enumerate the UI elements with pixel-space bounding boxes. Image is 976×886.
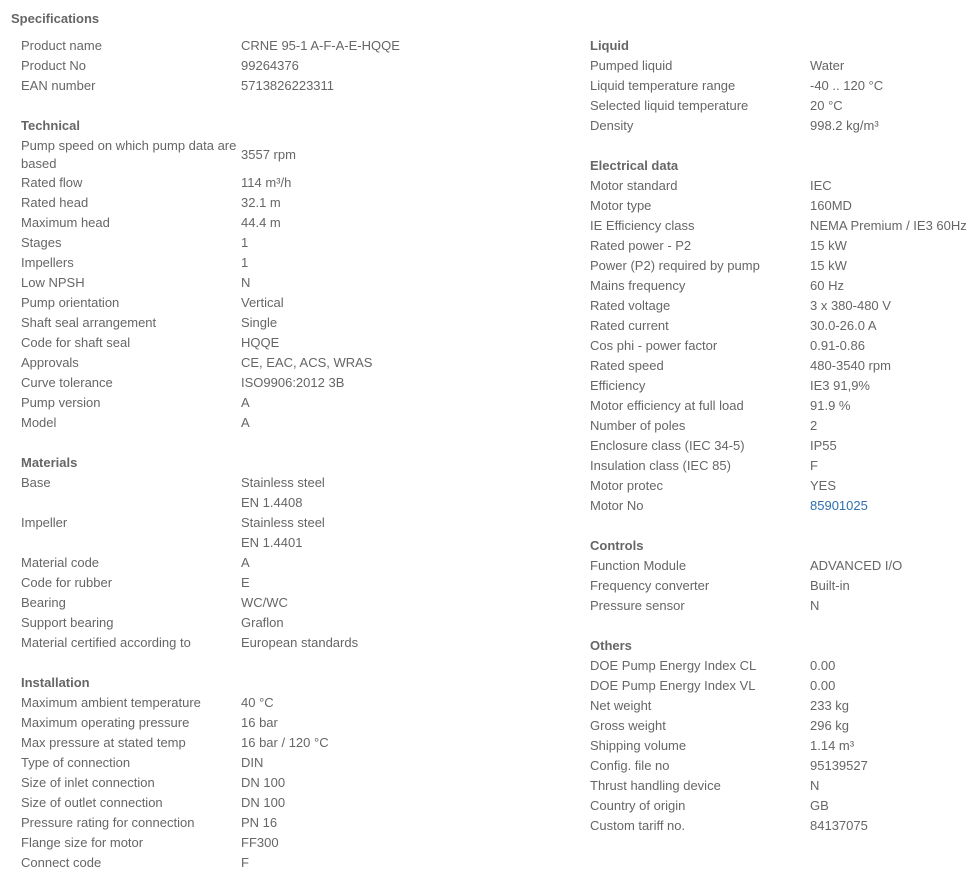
spec-value: E [241, 575, 250, 590]
spec-value: 5713826223311 [241, 78, 335, 93]
spec-label: Code for shaft seal [21, 335, 131, 350]
spec-value: 91.9 % [810, 398, 851, 413]
section-materials [21, 453, 561, 653]
spec-label: Impeller [21, 515, 68, 530]
spec-value: 16 bar [241, 715, 278, 730]
spec-value: PN 16 [241, 815, 278, 830]
spec-value: 40 °C [241, 695, 274, 710]
spec-value: 480-3540 rpm [810, 358, 891, 373]
spec-label: Motor type [590, 198, 652, 213]
spec-row-mains-frequency [590, 276, 976, 296]
spec-value: 84137075 [810, 818, 868, 833]
spec-value: European standards [241, 635, 359, 650]
section-controls [590, 536, 976, 616]
spec-row-pump-version [21, 393, 561, 413]
spec-label: Custom tariff no. [590, 818, 686, 833]
spec-row-rated-speed [590, 356, 976, 376]
spec-row-efficiency [590, 376, 976, 396]
spec-value: -40 .. 120 °C [810, 78, 884, 93]
left-column [21, 36, 561, 873]
section-others [590, 636, 976, 836]
spec-value: 114 m³/h [241, 175, 292, 190]
section-title: Electrical data [590, 158, 679, 173]
spec-row-impellers [21, 253, 561, 273]
spec-value: HQQE [241, 335, 280, 350]
spec-row-flange-size-for-motor [21, 833, 561, 853]
spec-label: Liquid temperature range [590, 78, 736, 93]
spec-label: Material certified according to [21, 635, 191, 650]
spec-label: Rated power - P2 [590, 238, 692, 253]
spec-row-model [21, 413, 561, 433]
spec-value: 95139527 [810, 758, 868, 773]
spec-label: Base [21, 475, 51, 490]
spec-value: Built-in [810, 578, 850, 593]
spec-row-ie-efficiency-class [590, 216, 976, 236]
spec-label: Function Module [590, 558, 687, 573]
right-column [590, 36, 976, 836]
spec-row-thrust-handling-device [590, 776, 976, 796]
spec-value: 2 [810, 418, 818, 433]
section-liquid [590, 36, 976, 136]
spec-row-insulation-class-iec-85 [590, 456, 976, 476]
spec-value: 44.4 m [241, 215, 281, 230]
spec-label: Power (P2) required by pump [590, 258, 760, 273]
spec-value: EN 1.4401 [241, 535, 303, 550]
spec-value: 16 bar / 120 °C [241, 735, 329, 750]
spec-label: Connect code [21, 855, 102, 870]
section-electrical-data [590, 156, 976, 516]
spec-row-pump-speed-on-which-pump-data-are-based [21, 136, 561, 173]
spec-label: Approvals [21, 355, 79, 370]
spec-label: Code for rubber [21, 575, 113, 590]
spec-label: Support bearing [21, 615, 114, 630]
spec-row-maximum-operating-pressure [21, 713, 561, 733]
spec-row-net-weight [590, 696, 976, 716]
spec-label: Rated current [590, 318, 669, 333]
spec-row-rated-flow [21, 173, 561, 193]
spec-row-density [590, 116, 976, 136]
spec-value: DN 100 [241, 795, 286, 810]
spec-row-max-pressure-at-stated-temp [21, 733, 561, 753]
spec-row-bearing [21, 593, 561, 613]
spec-label: Rated speed [590, 358, 664, 373]
spec-row-function-module [590, 556, 976, 576]
spec-row-size-of-outlet-connection [21, 793, 561, 813]
spec-value: IEC [810, 178, 832, 193]
spec-row-rated-voltage [590, 296, 976, 316]
spec-value: 60 Hz [810, 278, 844, 293]
spec-value: 998.2 kg/m³ [810, 118, 879, 133]
spec-label: Density [590, 118, 634, 133]
spec-row-connect-code [21, 853, 561, 873]
spec-label: EAN number [21, 78, 96, 93]
spec-value: 296 kg [810, 718, 850, 733]
spec-value: ADVANCED I/O [810, 558, 903, 573]
spec-row-number-of-poles [590, 416, 976, 436]
spec-label: Pumped liquid [590, 58, 673, 73]
spec-label: Impellers [21, 255, 74, 270]
spec-value: N [810, 778, 820, 793]
spec-label: Curve tolerance [21, 375, 113, 390]
spec-label: Efficiency [590, 378, 646, 393]
spec-row-motor-protec [590, 476, 976, 496]
spec-label: DOE Pump Energy Index VL [590, 678, 756, 693]
spec-value-link[interactable]: 85901025 [810, 498, 868, 513]
section-title: Liquid [590, 38, 629, 53]
spec-value: YES [810, 478, 837, 493]
spec-value: Vertical [241, 295, 284, 310]
spec-label [21, 493, 241, 513]
spec-label: Stages [21, 235, 62, 250]
spec-row-maximum-head [21, 213, 561, 233]
spec-row-low-npsh [21, 273, 561, 293]
spec-row-maximum-ambient-temperature [21, 693, 561, 713]
spec-label: Pressure sensor [590, 598, 685, 613]
spec-value: 0.00 [810, 678, 836, 693]
spec-label: Enclosure class (IEC 34-5) [590, 438, 745, 453]
section-title: Installation [21, 675, 90, 690]
spec-row-enclosure-class-iec-34-5 [590, 436, 976, 456]
spec-label: Number of poles [590, 418, 686, 433]
spec-row-material-code [21, 553, 561, 573]
spec-label: Motor efficiency at full load [590, 398, 744, 413]
spec-label [21, 533, 241, 553]
spec-row-doe-pump-energy-index-cl [590, 656, 976, 676]
spec-row-power-p2-required-by-pump [590, 256, 976, 276]
spec-row-country-of-origin [590, 796, 976, 816]
spec-value: 30.0-26.0 A [810, 318, 877, 333]
spec-value: N [810, 598, 820, 613]
spec-row-motor-standard [590, 176, 976, 196]
spec-value: WC/WC [241, 595, 288, 610]
spec-value: CRNE 95-1 A-F-A-E-HQQE [241, 38, 400, 53]
spec-value: 20 °C [810, 98, 843, 113]
spec-label: Country of origin [590, 798, 686, 813]
spec-value: 1 [241, 235, 249, 250]
spec-label: Selected liquid temperature [590, 98, 749, 113]
spec-row-product-no [21, 56, 561, 76]
spec-value: 3 x 380-480 V [810, 298, 891, 313]
spec-row-frequency-converter [590, 576, 976, 596]
spec-value: 15 kW [810, 238, 847, 253]
spec-value: 1.14 m³ [810, 738, 855, 753]
spec-value: 99264376 [241, 58, 299, 73]
spec-label: Pressure rating for connection [21, 815, 195, 830]
spec-label: Insulation class (IEC 85) [590, 458, 731, 473]
spec-value: Water [810, 58, 845, 73]
spec-label: Maximum operating pressure [21, 715, 190, 730]
spec-row-code-for-rubber [21, 573, 561, 593]
spec-label: Product No [21, 58, 87, 73]
spec-value: ISO9906:2012 3B [241, 375, 345, 390]
section-general [21, 36, 561, 96]
spec-value: Single [241, 315, 278, 330]
spec-value: IP55 [810, 438, 837, 453]
spec-label: Product name [21, 38, 102, 53]
spec-value: A [241, 555, 250, 570]
spec-row-material-certified-according-to [21, 633, 561, 653]
spec-label: Frequency converter [590, 578, 710, 593]
spec-value: F [241, 855, 249, 870]
spec-row-custom-tariff-no [590, 816, 976, 836]
spec-row-motor-no [590, 496, 976, 516]
spec-row-config-file-no [590, 756, 976, 776]
spec-row-type-of-connection [21, 753, 561, 773]
spec-label: Motor protec [590, 478, 663, 493]
spec-row-motor-type [590, 196, 976, 216]
spec-label: Model [21, 415, 57, 430]
spec-value: N [241, 275, 251, 290]
spec-value: GB [810, 798, 829, 813]
spec-label: Maximum head [21, 215, 110, 230]
spec-label: Motor standard [590, 178, 678, 193]
spec-row-shipping-volume [590, 736, 976, 756]
spec-label: Rated flow [21, 175, 83, 190]
spec-value: NEMA Premium / IE3 60Hz [810, 218, 967, 233]
spec-value: 15 kW [810, 258, 847, 273]
spec-label: Shipping volume [590, 738, 687, 753]
spec-label: Material code [21, 555, 100, 570]
spec-value: CE, EAC, ACS, WRAS [241, 355, 373, 370]
spec-label: Maximum ambient temperature [21, 695, 201, 710]
section-title: Materials [21, 455, 78, 470]
spec-value: EN 1.4408 [241, 495, 303, 510]
spec-label: Pump speed on which pump data are based [21, 138, 237, 171]
spec-label: Mains frequency [590, 278, 686, 293]
spec-row-doe-pump-energy-index-vl [590, 676, 976, 696]
spec-row-continuation [21, 493, 561, 513]
spec-row-stages [21, 233, 561, 253]
spec-value: 3557 rpm [241, 146, 296, 162]
spec-row-code-for-shaft-seal [21, 333, 561, 353]
spec-value: Graflon [241, 615, 284, 630]
section-technical [21, 116, 561, 433]
spec-value: 0.91-0.86 [810, 338, 865, 353]
spec-label: Thrust handling device [590, 778, 721, 793]
spec-value: 1 [241, 255, 249, 270]
spec-row-curve-tolerance [21, 373, 561, 393]
spec-row-pressure-rating-for-connection [21, 813, 561, 833]
spec-label: Max pressure at stated temp [21, 735, 186, 750]
spec-label: Size of inlet connection [21, 775, 155, 790]
spec-value: DN 100 [241, 775, 286, 790]
spec-row-gross-weight [590, 716, 976, 736]
spec-row-rated-power-p2 [590, 236, 976, 256]
spec-row-rated-current [590, 316, 976, 336]
spec-value: IE3 91,9% [810, 378, 870, 393]
spec-value: A [241, 395, 250, 410]
spec-row-shaft-seal-arrangement [21, 313, 561, 333]
spec-label: Flange size for motor [21, 835, 144, 850]
page-title: Specifications [11, 11, 100, 26]
spec-value: A [241, 415, 250, 430]
spec-label: Type of connection [21, 755, 131, 770]
spec-row-size-of-inlet-connection [21, 773, 561, 793]
spec-value: 160MD [810, 198, 852, 213]
spec-label: Bearing [21, 595, 66, 610]
spec-row-pressure-sensor [590, 596, 976, 616]
spec-label: Gross weight [590, 718, 666, 733]
spec-row-liquid-temperature-range [590, 76, 976, 96]
spec-row-product-name [21, 36, 561, 56]
section-title: Technical [21, 118, 81, 133]
spec-row-selected-liquid-temperature [590, 96, 976, 116]
spec-label: Pump orientation [21, 295, 120, 310]
spec-row-support-bearing [21, 613, 561, 633]
spec-row-ean-number [21, 76, 561, 96]
spec-label: IE Efficiency class [590, 218, 695, 233]
section-title: Others [590, 638, 632, 653]
spec-row-pump-orientation [21, 293, 561, 313]
spec-value: F [810, 458, 818, 473]
spec-value: Stainless steel [241, 515, 325, 530]
spec-label: DOE Pump Energy Index CL [590, 658, 757, 673]
section-title: Controls [590, 538, 644, 553]
spec-label: Motor No [590, 498, 644, 513]
spec-row-cos-phi-power-factor [590, 336, 976, 356]
section-installation [21, 673, 561, 873]
spec-row-approvals [21, 353, 561, 373]
spec-label: Net weight [590, 698, 652, 713]
spec-row-base [21, 473, 561, 493]
spec-label: Rated head [21, 195, 89, 210]
spec-row-continuation [21, 533, 561, 553]
spec-value: 0.00 [810, 658, 836, 673]
spec-value: 233 kg [810, 698, 850, 713]
spec-label: Pump version [21, 395, 101, 410]
spec-row-motor-efficiency-at-full-load [590, 396, 976, 416]
spec-label: Low NPSH [21, 275, 85, 290]
spec-label: Cos phi - power factor [590, 338, 718, 353]
spec-label: Shaft seal arrangement [21, 315, 157, 330]
spec-label: Config. file no [590, 758, 670, 773]
spec-label: Size of outlet connection [21, 795, 163, 810]
spec-row-pumped-liquid [590, 56, 976, 76]
spec-value: Stainless steel [241, 475, 325, 490]
spec-value: DIN [241, 755, 264, 770]
spec-value: 32.1 m [241, 195, 281, 210]
spec-row-impeller [21, 513, 561, 533]
spec-value: FF300 [241, 835, 279, 850]
spec-label: Rated voltage [590, 298, 671, 313]
spec-row-rated-head [21, 193, 561, 213]
